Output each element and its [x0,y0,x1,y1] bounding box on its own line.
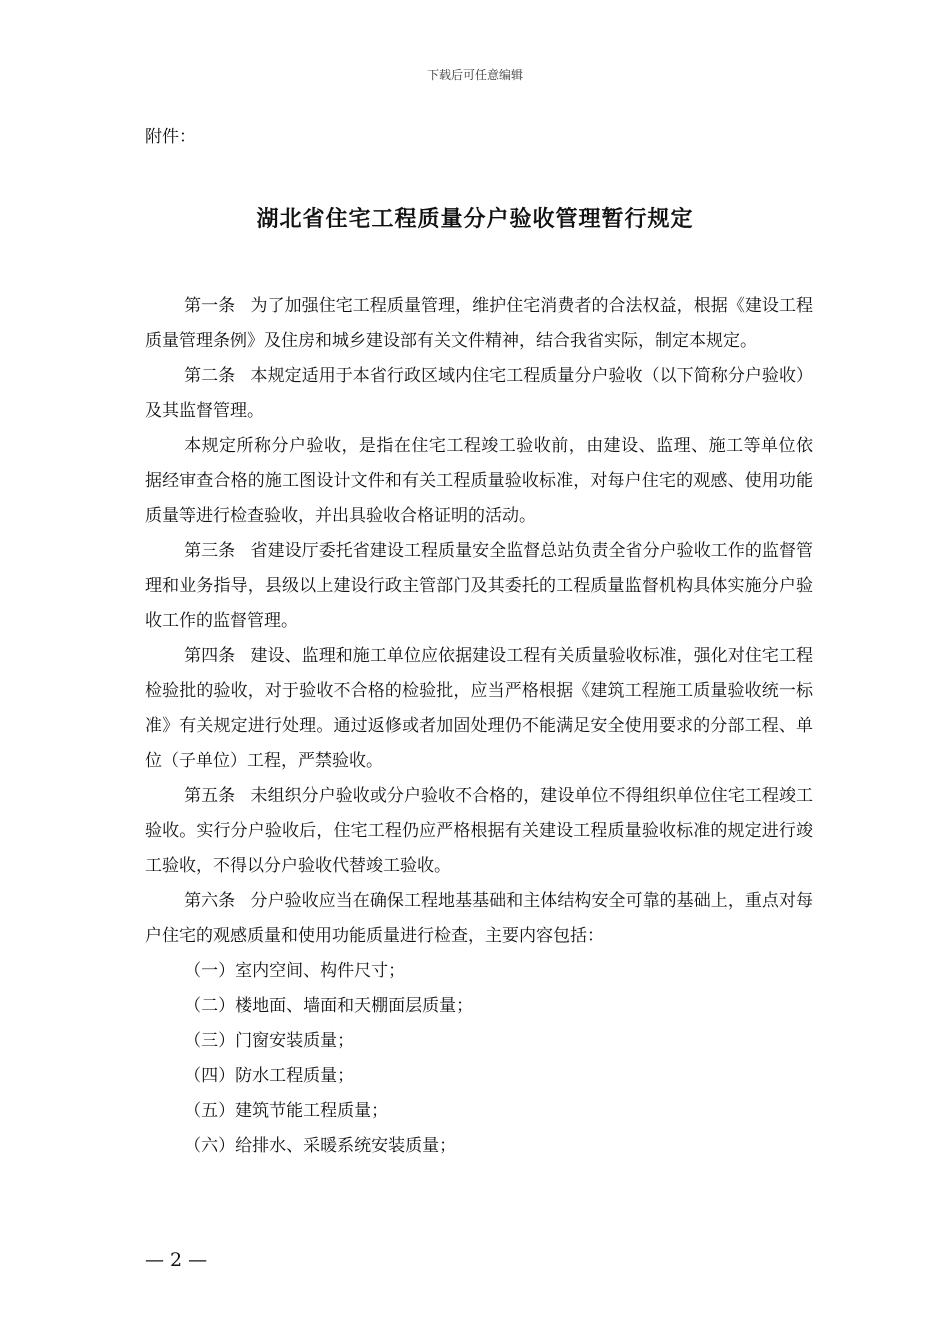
article-number: 第五条 [184,786,236,806]
article-number: 第一条 [184,296,236,316]
article-text: 建设、监理和施工单位应依据建设工程有关质量验收标准，强化对住宅工程检验批的验收，对于验收不合格的检验批，应当严格根据《建筑工程施工质量验收统一标准》有关规定进行处理。通过返修或者加固处理仍不能满足安全使用要求的分部工程、单位（子单位）工程，严禁验收。 [145,646,814,771]
document-title: 湖北省住宅工程质量分户验收管理暂行规定 [256,207,694,232]
list-item: （三）门窗安装质量； [184,1031,355,1051]
page-number: — 2 — [145,1249,208,1271]
attachment-label: 附件： [145,127,196,147]
article-text: 分户验收应当在确保工程地基基础和主体结构安全可靠的基础上，重点对每户住宅的观感质量和使用功能质量进行检查，主要内容包括： [145,891,814,946]
header-note: 下载后可任意编辑 [426,68,523,82]
article-text: 本规定适用于本省行政区域内住宅工程质量分户验收（以下简称分户验收）及其监督管理。 [145,366,814,421]
article-number: 第二条 [184,366,236,386]
list-item: （六）给排水、采暖系统安装质量； [184,1136,457,1156]
article-paragraph [145,534,813,639]
article-paragraph [145,639,813,779]
article-number: 第四条 [184,646,236,666]
article-text: 为了加强住宅工程质量管理，维护住宅消费者的合法权益，根据《建设工程质量管理条例》及住房和城乡建设部有关文件精神，结合我省实际，制定本规定。 [145,296,814,351]
article-paragraph [145,884,813,954]
document-body [145,289,813,1164]
article-text: 省建设厅委托省建设工程质量安全监督总站负责全省分户验收工作的监督管理和业务指导，县级以上建设行政主管部门及其委托的工程质量监督机构具体实施分户验收工作的监督管理。 [145,541,814,631]
article-paragraph [145,289,813,359]
list-item: （一）室内空间、构件尺寸； [184,961,406,981]
article-paragraph [145,429,813,534]
article-number: 第三条 [184,541,236,561]
list-item: （五）建筑节能工程质量； [184,1101,389,1121]
article-number: 第六条 [184,891,236,911]
article-paragraph [145,779,813,884]
article-paragraph [145,359,813,429]
list-item: （四）防水工程质量； [184,1066,355,1086]
list-item: （二）楼地面、墙面和天棚面层质量； [184,996,474,1016]
article-text: 本规定所称分户验收，是指在住宅工程竣工验收前，由建设、监理、施工等单位依据经审查合格的施工图设计文件和有关工程质量验收标准，对每户住宅的观感、使用功能质量等进行检查验收，并出具验收合格证明的活动。 [145,436,813,526]
article-text: 未组织分户验收或分户验收不合格的，建设单位不得组织单位住宅工程竣工验收。实行分户验收后，住宅工程仍应严格根据有关建设工程质量验收标准的规定进行竣工验收，不得以分户验收代替竣工验收。 [145,786,814,876]
